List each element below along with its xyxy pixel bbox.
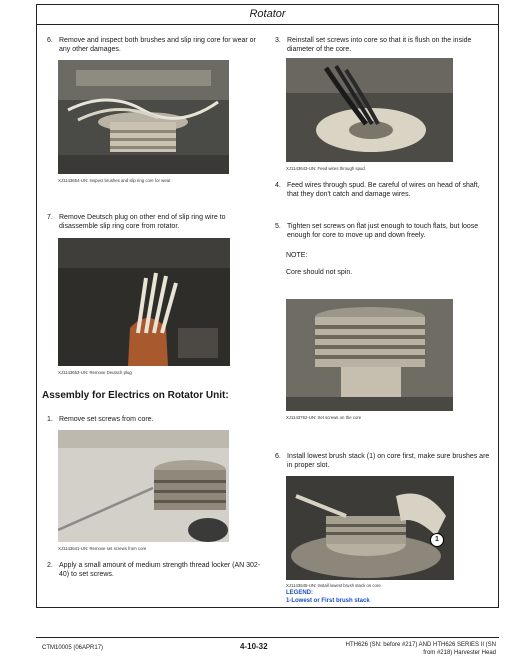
photo-deutsch-plug bbox=[58, 238, 230, 366]
step-number: 7. bbox=[47, 214, 53, 221]
step-text: Remove Deutsch plug on other end of slip ring wire to disassemble slip ring core from rotator. bbox=[59, 214, 226, 230]
figure-caption: XJ1143645-UN: Install lowest brush stack on core bbox=[286, 583, 381, 588]
footer-model-line-1: HTH626 (SN: before #217) AND HTH626 SERIES II (SN bbox=[345, 642, 496, 648]
photo-feed-wires bbox=[286, 58, 453, 162]
figure-caption: XJ1143762-UN: Set screws on the core bbox=[286, 415, 362, 420]
callout-badge-1: 1 bbox=[430, 533, 444, 547]
footer-page-number: 4-10-32 bbox=[240, 642, 268, 651]
photo-set-screws-core bbox=[286, 299, 453, 411]
step-text: Tighten set screws on flat just enough to touch flats, but loose enough for core to move up and down freely. bbox=[287, 223, 479, 239]
header-rule bbox=[36, 24, 499, 25]
note-text: Core should not spin. bbox=[286, 269, 353, 276]
step-text: Install lowest brush stack (1) on core first, make sure brushes are in proper slot. bbox=[287, 453, 490, 469]
footer-model-line-2: from #218) Harvester Head bbox=[423, 650, 496, 656]
step-text: Feed wires through spud. Be careful of wires on head of shaft, that they don't catch and damage wires. bbox=[287, 182, 480, 198]
figure-caption: XJ1143653-UN: Remove Deutsch plug bbox=[58, 370, 132, 375]
legend-item: 1-Lowest or First brush stack bbox=[286, 598, 370, 604]
step-number: 5. bbox=[275, 223, 281, 230]
photo-install-brush-stack bbox=[286, 476, 454, 580]
step-number: 2. bbox=[47, 562, 53, 569]
footer-model bbox=[296, 641, 496, 657]
step-number: 6. bbox=[275, 453, 281, 460]
note-label: NOTE: bbox=[286, 252, 308, 259]
page-header-title: Rotator bbox=[249, 8, 286, 20]
step-number: 4. bbox=[275, 182, 281, 189]
footer-doc-id: CTM10005 (06APR17) bbox=[42, 645, 104, 651]
step-text: Remove set screws from core. bbox=[59, 416, 154, 423]
figure-caption: XJ1143643-UN: Feed wires through spud bbox=[286, 166, 365, 171]
step-number: 6. bbox=[47, 37, 53, 44]
legend-title: LEGEND: bbox=[286, 590, 313, 596]
step-text: Apply a small amount of medium strength thread locker (AN 302-40) to set screws. bbox=[59, 562, 261, 578]
section-heading: Assembly for Electrics on Rotator Unit: bbox=[42, 390, 229, 401]
photo-brushes-slip-ring bbox=[58, 60, 229, 174]
figure-caption: XJ1143641-UN: Remove set screws from core bbox=[58, 546, 147, 551]
step-text: Reinstall set screws into core so that it is flush on the inside diameter of the core. bbox=[287, 37, 472, 53]
step-number: 3. bbox=[275, 37, 281, 44]
step-text: Remove and inspect both brushes and slip ring core for wear or any other damages. bbox=[59, 37, 256, 53]
footer-rule bbox=[36, 637, 499, 638]
step-number: 1. bbox=[47, 416, 53, 423]
photo-remove-set-screws bbox=[58, 430, 229, 542]
figure-caption: XJ1143654-UN: Inspect brushes and slip ring core for wear bbox=[58, 178, 171, 183]
